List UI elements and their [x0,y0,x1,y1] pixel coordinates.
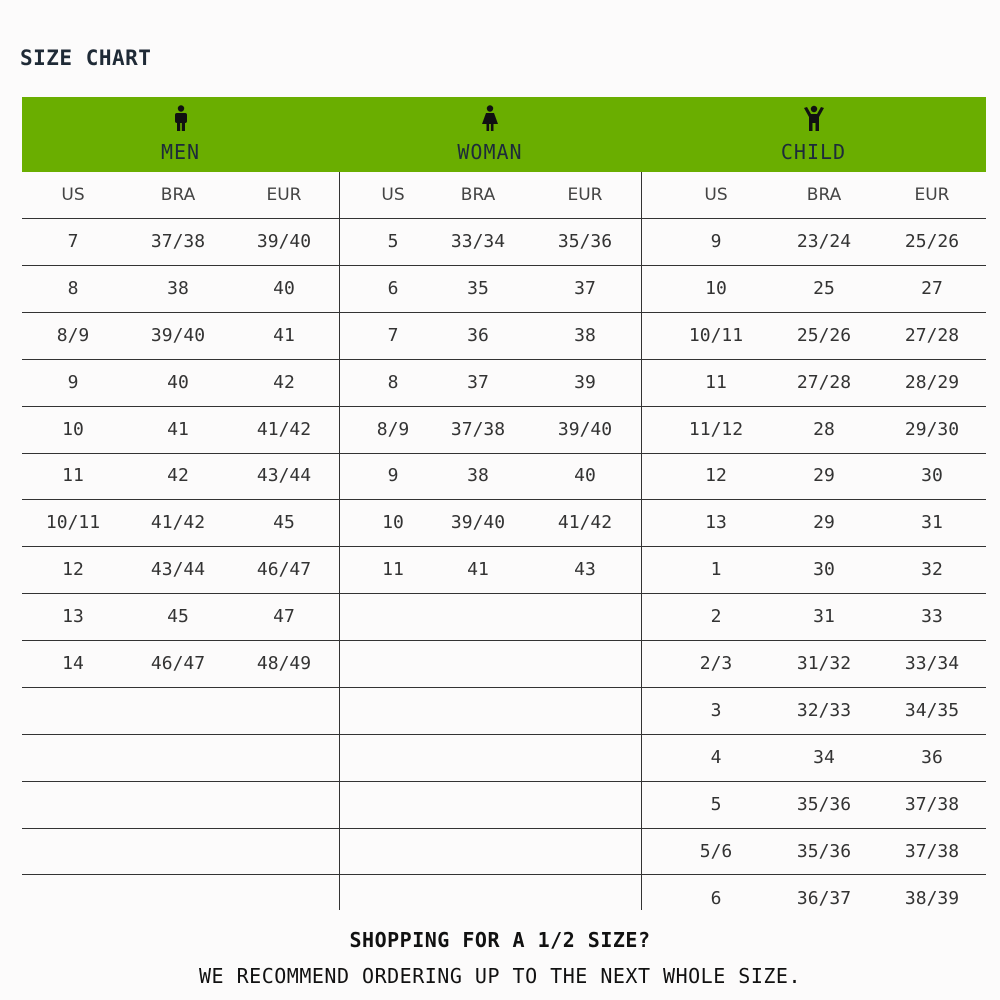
child-size-cell: 10 [705,277,727,299]
men-size-cell: 47 [273,606,295,628]
page-title: SIZE CHART [20,46,152,70]
men-size-cell: 42 [273,371,295,393]
men-size-cell: 8/9 [56,324,90,346]
recommendation-note: WE RECOMMEND ORDERING UP TO THE NEXT WHOLE SIZE. [199,964,801,988]
woman-size-cell: 7 [387,324,399,346]
child-size-cell: 25/26 [796,324,852,346]
men-header [22,97,339,172]
child-size-cell: 6 [710,887,722,909]
child-size-cell: 29/30 [904,418,960,440]
men-size-cell: 42 [167,465,189,487]
child-size-cell: 35/36 [796,793,852,815]
woman-size-cell: 11 [382,559,404,581]
men-size-cell: 43/44 [256,465,312,487]
woman-size-cell: 35/36 [557,230,613,252]
child-size-cell: 36 [921,746,943,768]
child-column-header: EUR [914,185,950,205]
woman-label: WOMAN [457,140,523,164]
woman-size-cell: 36 [467,324,489,346]
child-size-cell: 2 [710,606,722,628]
men-size-cell: 46/47 [150,653,206,674]
child-size-cell: 25/26 [904,230,960,252]
child-size-cell: 35/36 [796,840,852,862]
child-size-cell: 9 [710,230,722,252]
child-size-cell: 31 [813,606,835,628]
men-size-cell: 9 [67,371,79,393]
child-size-cell: 25 [813,277,835,299]
child-size-cell: 23/24 [796,230,852,252]
child-size-cell: 31 [921,512,943,534]
woman-column-header: BRA [460,185,496,205]
child-size-cell: 2/3 [699,653,733,674]
woman-size-cell: 9 [387,465,399,487]
woman-size-cell: 10 [382,512,404,534]
child-icon [803,105,825,131]
child-size-cell: 38/39 [904,887,960,909]
woman-size-cell: 35 [467,277,489,299]
woman-size-cell: 43 [574,559,596,581]
child-column-header: US [704,185,728,205]
child-size-cell: 37/38 [904,793,960,815]
men-column-header: BRA [160,185,196,205]
child-size-cell: 29 [813,465,835,487]
child-size-cell: 28/29 [904,371,960,393]
child-size-cell: 30 [921,465,943,487]
child-size-cell: 29 [813,512,835,534]
woman-size-cell: 39/40 [557,418,613,440]
men-column-header: EUR [266,185,302,205]
child-size-cell: 36/37 [796,887,852,909]
men-column-header: US [61,185,85,205]
men-size-cell: 11 [62,465,84,487]
men-size-cell: 12 [62,559,84,581]
child-header [641,97,986,172]
men-size-cell: 37/38 [150,230,206,252]
child-column-header: BRA [806,185,842,205]
child-size-cell: 27/28 [904,324,960,346]
size-chart-header [22,97,986,172]
child-size-cell: 37/38 [904,840,960,862]
men-size-cell: 41/42 [150,512,206,534]
men-size-cell: 10 [62,418,84,440]
child-size-cell: 33/34 [904,653,960,674]
child-size-cell: 11 [705,371,727,393]
child-size-cell: 28 [813,418,835,440]
woman-size-cell: 33/34 [450,230,506,252]
men-size-cell: 41 [273,324,295,346]
woman-header [339,97,641,172]
man-icon [172,105,190,131]
woman-size-cell: 38 [574,324,596,346]
woman-size-cell: 40 [574,465,596,487]
child-size-cell: 27 [921,277,943,299]
men-size-cell: 41/42 [256,418,312,440]
men-size-cell: 40 [273,277,295,299]
men-size-cell: 46/47 [256,559,312,581]
child-size-cell: 13 [705,512,727,534]
men-size-cell: 41 [167,418,189,440]
woman-size-cell: 37 [574,277,596,299]
child-size-cell: 34/35 [904,699,960,721]
child-size-cell: 5/6 [699,840,733,862]
child-size-cell: 33 [921,606,943,628]
men-size-cell: 10/11 [45,512,101,534]
men-size-cell: 13 [62,606,84,628]
child-size-cell: 1 [710,559,722,581]
woman-size-cell: 5 [387,230,399,252]
column-divider [641,172,642,910]
men-size-cell: 14 [62,653,84,674]
men-size-cell: 45 [167,606,189,628]
woman-size-cell: 37 [467,371,489,393]
child-size-cell: 4 [710,746,722,768]
men-size-cell: 7 [67,230,79,252]
woman-size-cell: 8/9 [376,418,410,440]
child-size-cell: 31/32 [796,653,852,674]
men-size-cell: 48/49 [256,653,312,674]
woman-column-header: EUR [567,185,603,205]
woman-size-cell: 38 [467,465,489,487]
woman-size-cell: 41/42 [557,512,613,534]
men-size-cell: 38 [167,277,189,299]
child-size-cell: 27/28 [796,371,852,393]
child-size-cell: 34 [813,746,835,768]
half-size-question: SHOPPING FOR A 1/2 SIZE? [349,928,651,952]
child-size-cell: 30 [813,559,835,581]
woman-size-cell: 6 [387,277,399,299]
child-size-cell: 5 [710,793,722,815]
men-label: MEN [160,140,201,164]
men-size-cell: 43/44 [150,559,206,581]
child-size-cell: 10/11 [688,324,744,346]
woman-column-header: US [381,185,405,205]
woman-size-cell: 39/40 [450,512,506,534]
woman-size-cell: 39 [574,371,596,393]
woman-size-cell: 37/38 [450,418,506,440]
child-size-cell: 32/33 [796,699,852,721]
men-size-cell: 8 [67,277,79,299]
child-size-cell: 11/12 [688,418,744,440]
woman-icon [480,105,500,131]
child-label: CHILD [780,140,847,164]
men-size-cell: 40 [167,371,189,393]
size-table [22,172,986,910]
men-size-cell: 39/40 [256,230,312,252]
child-size-cell: 12 [705,465,727,487]
child-size-cell: 32 [921,559,943,581]
woman-size-cell: 8 [387,371,399,393]
men-size-cell: 39/40 [150,324,206,346]
men-size-cell: 45 [273,512,295,534]
woman-size-cell: 41 [467,559,489,581]
child-size-cell: 3 [710,699,722,721]
